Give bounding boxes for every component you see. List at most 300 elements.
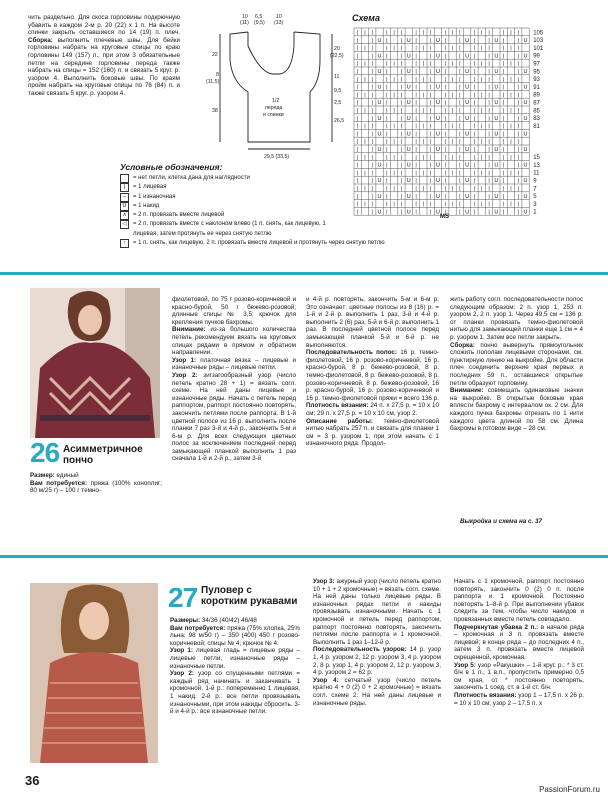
knit-mark: | <box>444 162 446 169</box>
knit-mark: | <box>371 76 373 83</box>
row-number: 93 <box>533 77 540 84</box>
yarn-over-mark: U <box>377 37 382 44</box>
knit-mark: | <box>459 209 461 216</box>
knit-mark: | <box>356 84 359 91</box>
knit-mark: | <box>488 45 490 52</box>
neckline-outline <box>248 32 294 74</box>
knit-mark: | <box>488 108 490 114</box>
knit-mark: | <box>502 100 505 107</box>
text-paragraph: зигзагообразный узор (число петель кратно 28 + 1) = вязать согл. схеме. На ней даны лицевые и изнаночные ряды. Начать с петель перед раппортом, раппорт постоянно повторять, закончить петлями после раппорта. В 1-й цветной полосе из 16 р. выполнить после планки 7 раз 3-й и 4-й р., закончить 5-м и 6-м р. Для всех следующих цветных полос за исключением последней перед замыкающей планкой выполнить 1 раз сначала 1-й и 2-й р., затем 3-й <box>172 371 297 463</box>
knit-mark: | <box>429 201 432 208</box>
yarn-over-mark: U <box>377 147 382 153</box>
knit-mark: | <box>488 53 490 60</box>
knit-mark: | <box>415 178 417 185</box>
knit-mark: | <box>422 45 425 52</box>
knit-mark: | <box>459 186 461 192</box>
knit-mark: | <box>459 162 461 169</box>
knit-mark: | <box>444 201 446 208</box>
knit-mark: | <box>371 139 373 146</box>
text-paragraph: темно-фиолетовой нитью набрать 257 п. и связать для планки 1 см = 3 р. узором 1, при этом начать с 1 изнаночного ряда. Продол- <box>306 417 439 448</box>
knit-mark: | <box>364 76 366 83</box>
knit-mark: | <box>517 147 519 153</box>
knit-mark: | <box>386 45 388 52</box>
knit-mark: | <box>364 139 366 146</box>
knit-mark: | <box>386 170 388 177</box>
row-number: 95 <box>533 69 540 76</box>
section-divider <box>0 555 608 558</box>
knit-mark: | <box>415 76 417 83</box>
text-paragraph: узор «Ракушки» – 1-й круг. р.: * 3 ст. б/н в 1 п., 1 в.п., пропустить примерно 0,5 см края, от * постоянно повторять, закончить 1 соед. ст. в 1-й ст. б/н. <box>454 661 585 692</box>
knit-mark: | <box>429 123 432 130</box>
yarn-over-mark: U <box>377 69 382 75</box>
knit-mark: | <box>386 193 388 200</box>
knit-mark: | <box>459 53 461 60</box>
yarn-over-mark: U <box>435 37 440 44</box>
yarn-over-icon: U <box>120 202 129 211</box>
row-number: 91 <box>533 84 540 91</box>
knit-mark: | <box>400 186 403 192</box>
yarn-over-mark: U <box>465 193 470 200</box>
knit-mark: | <box>415 162 417 169</box>
row-number: 7 <box>533 186 537 193</box>
knit-mark: | <box>386 37 388 44</box>
knit-mark: | <box>481 76 483 83</box>
knit-mark: | <box>415 201 417 208</box>
dim-label: 10 <box>242 14 248 20</box>
knit-mark: | <box>444 186 446 192</box>
knit-mark: | <box>386 100 388 107</box>
knit-mark: | <box>429 61 432 68</box>
knit-mark: | <box>510 201 512 208</box>
yarn-over-mark: U <box>465 69 470 75</box>
yarn-over-mark: U <box>435 69 440 75</box>
knit-mark: | <box>459 92 461 99</box>
yarn-over-mark: U <box>435 178 440 185</box>
knit-mark: | <box>364 45 366 52</box>
dim-label: и спинки <box>263 112 284 118</box>
yarn-over-mark: U <box>377 131 382 138</box>
knit-mark: | <box>502 53 505 60</box>
page-number: 36 <box>25 773 40 788</box>
yarn-over-mark: U <box>406 37 411 44</box>
text-label: Узор 2: <box>172 371 198 379</box>
knit-mark: | <box>386 108 388 114</box>
knit-mark: | <box>364 61 366 68</box>
text-label: Сборка: <box>450 341 475 349</box>
yarn-over-mark: U <box>523 100 528 107</box>
knit-mark: | <box>356 178 359 185</box>
text-paragraph: из-за большого количества петель рекомендуем вязать на круговых спицах рядами в прямом и обратном направлении. <box>172 326 296 357</box>
legend <box>120 162 420 248</box>
knit-mark: | <box>510 45 512 52</box>
garment-schematic <box>190 12 350 162</box>
knit-mark: | <box>429 69 432 75</box>
knit-mark: | <box>400 100 403 107</box>
legend-text: = 1 изнаночная <box>133 193 176 200</box>
legend-text: = нет петли, клетка дана для наглядности <box>133 175 250 181</box>
knit-mark: | <box>459 123 461 130</box>
knit-mark: | <box>459 30 461 36</box>
knit-mark: | <box>422 123 425 130</box>
knit-mark: | <box>459 193 461 200</box>
knit-mark: | <box>481 154 483 161</box>
dim-label: (11,5) <box>206 79 220 85</box>
knit-mark: | <box>356 209 359 216</box>
knit-mark: | <box>459 201 461 208</box>
knit-mark: | <box>502 170 505 177</box>
knit-mark: | <box>400 193 403 200</box>
dim-label: 11 <box>334 74 340 80</box>
knit-mark: | <box>393 186 395 192</box>
text-label: Размеры: <box>170 617 201 624</box>
text-label: Узор 4: <box>313 676 339 684</box>
knit-mark: | <box>371 69 373 75</box>
yarn-over-mark: U <box>494 162 499 169</box>
knit-mark: | <box>459 45 461 52</box>
text-label: Плотность вязания: <box>306 402 369 410</box>
text-paragraph: пряжа (100% коноплиг; 80 м/25 г) – 100 г темно- <box>30 479 163 495</box>
watermark: PassionForum.ru <box>539 785 600 794</box>
knit-mark: | <box>429 45 432 52</box>
knit-mark: | <box>371 154 373 161</box>
knit-mark: | <box>510 154 512 161</box>
row-number: 103 <box>533 38 544 45</box>
knit-mark: | <box>415 69 417 75</box>
dim-label: (13) <box>274 20 284 26</box>
knit-mark: | <box>473 201 476 208</box>
knit-mark: | <box>400 61 403 68</box>
knit-mark: | <box>488 76 490 83</box>
knit-mark: | <box>473 170 476 177</box>
knit-mark: | <box>422 186 425 192</box>
knit-mark: | <box>473 92 476 99</box>
knit-mark: | <box>356 123 359 130</box>
chart-title: Схема <box>352 13 380 23</box>
pattern-reference-note: Выкройка и схема на с. 37 <box>460 518 543 525</box>
yarn-over-mark: U <box>494 37 499 44</box>
yarn-over-mark: U <box>494 84 499 91</box>
top-instructions <box>28 14 180 98</box>
pullover-column-2 <box>313 578 441 707</box>
knit-mark: | <box>400 154 403 161</box>
knit-mark: | <box>459 61 461 68</box>
knit-mark: | <box>473 178 476 185</box>
yarn-over-mark: U <box>523 209 528 216</box>
knit-mark: | <box>444 131 446 138</box>
knit-mark: | <box>502 69 505 75</box>
knit-mark: | <box>400 76 403 83</box>
knit-mark: | <box>422 139 425 146</box>
knit-mark: | <box>488 154 490 161</box>
legend-title: Условные обозначения: <box>120 162 223 172</box>
knit-mark: | <box>400 45 403 52</box>
knit-mark: | <box>510 186 512 192</box>
knit-mark: | <box>459 100 461 107</box>
knit-mark: | <box>459 69 461 75</box>
yarn-over-mark: U <box>494 193 499 200</box>
text-paragraph: платочная вязка – лицевые и изнаночные ряды – лицевые петли. <box>172 356 296 372</box>
knit-mark: | <box>510 170 512 177</box>
knit-mark: | <box>481 186 483 192</box>
yarn-over-mark: U <box>465 209 470 216</box>
knit-mark: | <box>371 92 373 99</box>
yarn-over-mark: U <box>406 84 411 91</box>
knit-mark: | <box>510 108 512 114</box>
knit-mark: | <box>459 131 461 138</box>
knit-mark: | <box>371 123 373 130</box>
knit-mark: | <box>444 108 446 114</box>
knit-mark: | <box>510 123 512 130</box>
yarn-over-mark: U <box>523 53 528 60</box>
yarn-over-mark: U <box>406 193 411 200</box>
knit-mark: | <box>415 61 417 68</box>
yarn-over-mark: U <box>465 100 470 107</box>
knit-mark: | <box>415 209 417 216</box>
knit-mark: | <box>393 108 395 114</box>
knit-mark: | <box>444 61 446 68</box>
text-paragraph: чить раздельно. Для скоса горловины подкрючную убавить в каждом 2-м р. 20 (22) х 1 п. На высоте спинки закрыть оставшиеся по 14 (19) п. плеч. <box>28 14 180 37</box>
knit-mark: | <box>488 92 490 99</box>
yarn-over-mark: U <box>465 131 470 138</box>
knit-mark: | <box>415 131 417 138</box>
knit-mark: | <box>502 92 505 99</box>
knit-mark: | <box>371 37 373 44</box>
dim-label: (11) <box>240 20 249 26</box>
knit-mark: | <box>393 92 395 99</box>
knit-mark: | <box>444 209 446 216</box>
knit-mark: | <box>429 84 432 91</box>
yarn-over-mark: U <box>523 178 528 185</box>
row-number: 87 <box>533 100 540 107</box>
knit-mark: | <box>444 178 446 185</box>
text-paragraph: сетчатый узор (число петель кратно 4 + 0 (2) 0 + 2 кромочные) = вязать согл. схеме 2. На ней даны лицевые и изнаночные ряды. <box>313 676 441 707</box>
dim-label: (9,5) <box>254 20 265 26</box>
knit-mark: | <box>429 53 432 60</box>
yarn-over-mark: U <box>406 178 411 185</box>
knit-mark: | <box>371 193 373 200</box>
knit-mark: | <box>517 201 519 208</box>
text-paragraph: в начале ряда – кромочная и 3 п. провязать вместе лицевой; в конце ряда – до последних 4 п., затем 3 п. провязать вместе лицевой скрещенной, кромочная. <box>454 623 584 661</box>
knit-mark: | <box>517 84 519 91</box>
yarn-over-mark: U <box>377 84 382 91</box>
knit-mark: | <box>451 186 454 192</box>
knit-mark: | <box>473 53 476 60</box>
knit-mark: | <box>444 76 446 83</box>
knit-mark: | <box>517 61 519 68</box>
knit-mark: | <box>444 123 446 130</box>
knit-mark: | <box>415 108 417 114</box>
dim-label: переда <box>265 105 283 111</box>
knit-mark: | <box>517 139 519 146</box>
yarn-over-mark: U <box>494 53 499 60</box>
knit-mark: | <box>517 92 519 99</box>
knit-mark: | <box>459 154 461 161</box>
yarn-over-mark: U <box>523 147 528 153</box>
knit-mark: | <box>517 170 519 177</box>
knit-mark: | <box>371 147 373 153</box>
knit-mark: | <box>473 69 476 75</box>
knit-mark: | <box>429 76 432 83</box>
knit-mark: | <box>429 147 432 153</box>
knit-mark: | <box>429 108 432 114</box>
knit-mark: | <box>517 186 519 192</box>
knit-mark: | <box>386 123 388 130</box>
knit-mark: | <box>429 37 432 44</box>
knit-mark: | <box>393 123 395 130</box>
knit-mark: | <box>371 162 373 169</box>
knit-mark: | <box>444 115 446 122</box>
knit-mark: | <box>429 162 432 169</box>
knit-mark: | <box>459 147 461 153</box>
knit-mark: | <box>488 123 490 130</box>
knit-mark: | <box>488 162 490 169</box>
knit-mark: | <box>517 178 519 185</box>
pullover-column-3 <box>454 578 584 707</box>
yarn-over-mark: U <box>435 162 440 169</box>
section-divider <box>0 272 608 275</box>
knit-mark: | <box>459 178 461 185</box>
knit-mark: | <box>371 201 373 208</box>
knit-mark: | <box>473 30 476 36</box>
row-number: 85 <box>533 108 540 115</box>
knit-mark: | <box>429 115 432 122</box>
yarn-over-mark: U <box>435 193 440 200</box>
knit-mark: | <box>371 178 373 185</box>
yarn-over-mark: U <box>377 209 382 216</box>
poncho-photo <box>30 288 160 438</box>
knit-mark: | <box>473 61 476 68</box>
knit-mark: | <box>517 53 519 60</box>
text-paragraph: и 4-й р. повторять, закончить 5-м и 6-м р. Это означает: цветные полосы из 8 (16) р. = 1-й и 2-й р. выполнить 1 раз, 3-й и 4-й р. выполнить 2 (6) раз, 5-й и 6-й р. выполнить 1 раз. В последней цветной полосе перед замыкающей планкой 5-й и 6-й р. не выполняются. <box>306 296 439 349</box>
text-label: Размер: <box>30 472 55 479</box>
knit-mark: | <box>415 170 417 177</box>
knit-mark: | <box>481 123 483 130</box>
knit-mark: | <box>356 115 359 122</box>
knit-mark: | <box>488 193 490 200</box>
yarn-over-mark: U <box>494 147 499 153</box>
knit-mark: | <box>473 37 476 44</box>
knit-mark: | <box>473 115 476 122</box>
dim-label: 38 <box>212 108 218 114</box>
yarn-over-mark: U <box>377 53 382 60</box>
yarn-over-mark: U <box>435 84 440 91</box>
knit-mark: | <box>429 154 432 161</box>
knit-mark: | <box>356 108 359 114</box>
knit-mark: | <box>371 53 373 60</box>
yarn-over-mark: U <box>435 115 440 122</box>
yarn-over-mark: U <box>377 178 382 185</box>
text-label: Последовательность полос: <box>306 349 397 357</box>
yarn-over-mark: U <box>435 209 440 216</box>
knit-mark: | <box>356 162 359 169</box>
knit-mark: | <box>364 170 366 177</box>
knit-mark: | <box>451 201 454 208</box>
knit-mark: | <box>415 92 417 99</box>
knit-mark: | <box>502 123 505 130</box>
knit-mark: | <box>444 193 446 200</box>
knit-mark: | <box>415 100 417 107</box>
knit-mark: | <box>364 186 366 192</box>
legend-text: = 2 п. провязать вместе с наклоном влево (1 п. снять, как лицевую, 1 лицевая, затем протянуть ее через снятую петлю <box>133 221 326 237</box>
knit-mark: | <box>393 61 395 68</box>
knit-mark: | <box>488 61 490 68</box>
knit-mark: | <box>502 84 505 91</box>
yarn-over-mark: U <box>435 147 440 153</box>
yarn-over-mark: U <box>523 69 528 75</box>
knit-mark: | <box>415 115 417 122</box>
knit-mark: | <box>386 154 388 161</box>
text-paragraph: фиолетовой, по 75 г розово-коричневой и красно-бурой, 50 г бежево-розовой; длинные спицы № 3,5; крючок для крепления пучков бахромы. <box>172 296 296 326</box>
knit-mark: | <box>473 193 476 200</box>
knit-mark: | <box>488 84 490 91</box>
dim-label: (22,5) <box>330 53 344 59</box>
knit-mark: | <box>371 209 373 216</box>
knit-mark: | <box>400 131 403 138</box>
row-number: 101 <box>533 45 544 52</box>
knit-mark: | <box>371 30 373 36</box>
text-paragraph: пончо вывернуть прямоугольник сложить пополам лицевыми сторонами, см. пунктирную линию на выкройке. Для области плеч соединить верхние края первых и последних 59 п., оставшиеся открытые петли образуют горловину. <box>450 341 583 387</box>
knit-mark: | <box>371 61 373 68</box>
knit-mark: | <box>400 30 403 36</box>
double-decrease-icon: ↑ <box>120 239 129 248</box>
knit-mark: | <box>356 154 359 161</box>
knit-mark: | <box>415 45 417 52</box>
knit-mark: | <box>386 147 388 153</box>
poncho-column-3 <box>450 296 583 433</box>
knit-mark: | <box>473 209 476 216</box>
text-paragraph: Начать с 1 кромочной, раппорт постоянно повторять, закончить 0 (2) 0 п. после раппорта и 1 кромочной. Постоянно повторять 1–8-й р. При выполнении убавок следить за тем, чтобы число накидов и провязанных вместе петель совпадало. <box>454 578 584 623</box>
knit-mark: | <box>517 69 519 75</box>
knit-mark: | <box>481 61 483 68</box>
row-number: 1 <box>533 209 537 216</box>
knit-mark: | <box>386 162 388 169</box>
knit-mark: | <box>502 131 505 138</box>
knit-mark: | <box>386 131 388 138</box>
knit-mark: | <box>393 30 395 36</box>
section-number: 26 <box>30 437 60 468</box>
knit-mark: | <box>502 201 505 208</box>
text-paragraph: совмещать одинаковые значки на выкройке. В открытые боковые края вплести бахрому с интервалом ок. 2 см. Для каждого пучка бахромы отрезать по 1 нити каждого цвета длиной по 58 см. Длина бахромы в готовом виде – 28 см. <box>450 387 583 433</box>
knit-mark: | <box>459 115 461 122</box>
text-paragraph: лицевая гладь = лицевые ряды – лицевые петли, изнаночные ряды – изнаночные петли. <box>170 647 300 670</box>
text-label: Узор 5: <box>454 661 476 669</box>
knit-mark: | <box>481 92 483 99</box>
knit-mark: | <box>488 139 490 146</box>
yarn-over-mark: U <box>465 37 470 44</box>
knit-mark: | <box>400 170 403 177</box>
knit-mark: | <box>356 76 359 83</box>
knit-mark: | <box>429 92 432 99</box>
row-number: 5 <box>533 194 537 201</box>
text-paragraph: узор со спущенными петлями = каждый ряд начинать и заканчивать 1 кромочной. 1-й р.: попеременно 1 лицевая, 1 накид. 2-й р.: все петли провязывать изнаночными, при этом накиды сбросить. 3-й и 4-й р.: все изнаночные петли. <box>170 670 301 716</box>
yarn-over-mark: U <box>465 178 470 185</box>
knit-mark: | <box>473 186 476 192</box>
knit-mark: | <box>473 154 476 161</box>
yarn-over-mark: U <box>406 53 411 60</box>
knit-mark: | <box>502 139 505 146</box>
legend-item <box>120 202 420 211</box>
knit-mark: | <box>371 131 373 138</box>
knit-mark: | <box>400 69 403 75</box>
knit-mark: | <box>356 201 359 208</box>
knit-mark: | <box>459 84 461 91</box>
knit-mark: | <box>451 139 454 146</box>
knit-mark: | <box>473 131 476 138</box>
knit-mark: | <box>356 147 359 153</box>
knit-mark: | <box>459 139 461 146</box>
knit-mark: | <box>386 84 388 91</box>
knit-mark: | <box>444 69 446 75</box>
